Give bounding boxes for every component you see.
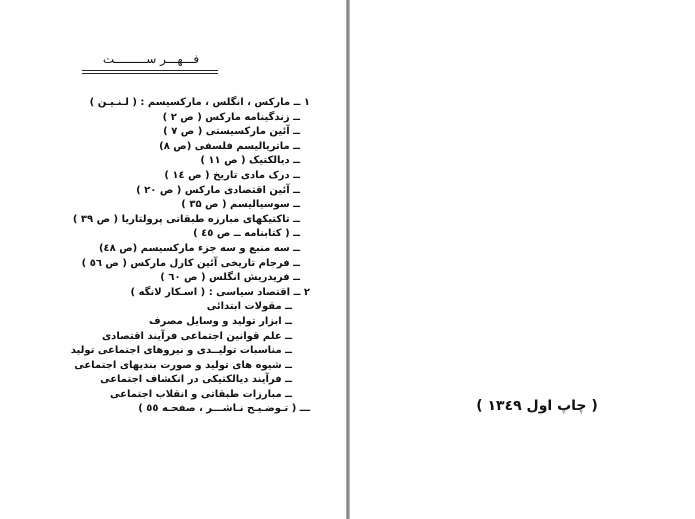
toc-entry: ــ ابزار تولید و وسایل مصرف xyxy=(148,315,292,327)
toc-section-heading: ۱ ــ مارکس ، انگلس ، مارکسیسم : ( لـنـیـن ) xyxy=(89,97,310,108)
heading-rule-bottom xyxy=(82,73,218,74)
toc-entry: ــ ( کتابنامه ــ ص ٤٥ ) xyxy=(193,228,300,240)
toc-section-heading: ۲ ــ اقتصاد سیاسی : ( اسـکار لانگه ) xyxy=(130,286,310,298)
heading-rule-top xyxy=(82,70,218,71)
toc-entry: ــ مبارزات طبقاتی و انقلاب اجتماعی xyxy=(110,388,292,400)
right-page xyxy=(350,0,695,519)
toc-entry: ــ آئین اقتصادی مارکس ( ص ۲۰ ) xyxy=(136,184,300,196)
toc-entry: ــ درک مادی تاریخ ( ص ۱٤ ) xyxy=(164,169,300,181)
toc-entry: ــ فریدریش انگلس ( ص ٦۰ ) xyxy=(160,272,300,284)
toc-entry: ــ زندگینامه مارکس ( ص ۲ ) xyxy=(162,111,300,123)
edition-note: ( چاپ اول ۱۳٤۹ ) xyxy=(476,398,598,414)
toc-entry: ــ فرجام تاریخی آئین کارل مارکس ( ص ٥٦ ) xyxy=(81,257,300,269)
toc-entry: ــ ماتریالیسم فلسفی (ص ۸) xyxy=(159,140,300,152)
page-heading: فـــهـــر ســـــــــت xyxy=(102,52,200,66)
toc-entry: ــ آئین مارکسیستی ( ص ۷ ) xyxy=(163,126,300,138)
table-of-contents xyxy=(60,96,310,417)
toc-entry: ــ سوسیالیسم ( ص ۳۵ ) xyxy=(181,199,300,211)
toc-entry: ــ علم قوانین اجتماعی فرآیند اقتصادی xyxy=(102,330,292,342)
toc-entry: ــ فرآیند دیالکتیکی در انکشاف اجتماعی xyxy=(100,374,292,386)
toc-entry: ـــ ( تـوضـیـح نـاشـــر ، صفحـه ٥٥ ) xyxy=(138,403,310,415)
toc-entry: ــ سه منبع و سه جزء مارکسیسم (ص ٤۸) xyxy=(98,242,300,254)
toc-entry: ــ تاکتیکهای مبارزه طبقاتی پرولتاریا ( ص ۳۹ ) xyxy=(72,213,300,225)
left-page xyxy=(0,0,346,519)
toc-entry: ــ مناسبات تولیــدی و نیروهای اجتماعی تولید xyxy=(70,345,292,357)
toc-entry: ــ مقولات ابتدائی xyxy=(206,301,292,313)
toc-entry: ــ دیالکتیک ( ص ۱۱ ) xyxy=(200,155,300,167)
toc-entry: ــ شیوه های تولید و صورت بندیهای اجتماعی xyxy=(74,359,292,371)
